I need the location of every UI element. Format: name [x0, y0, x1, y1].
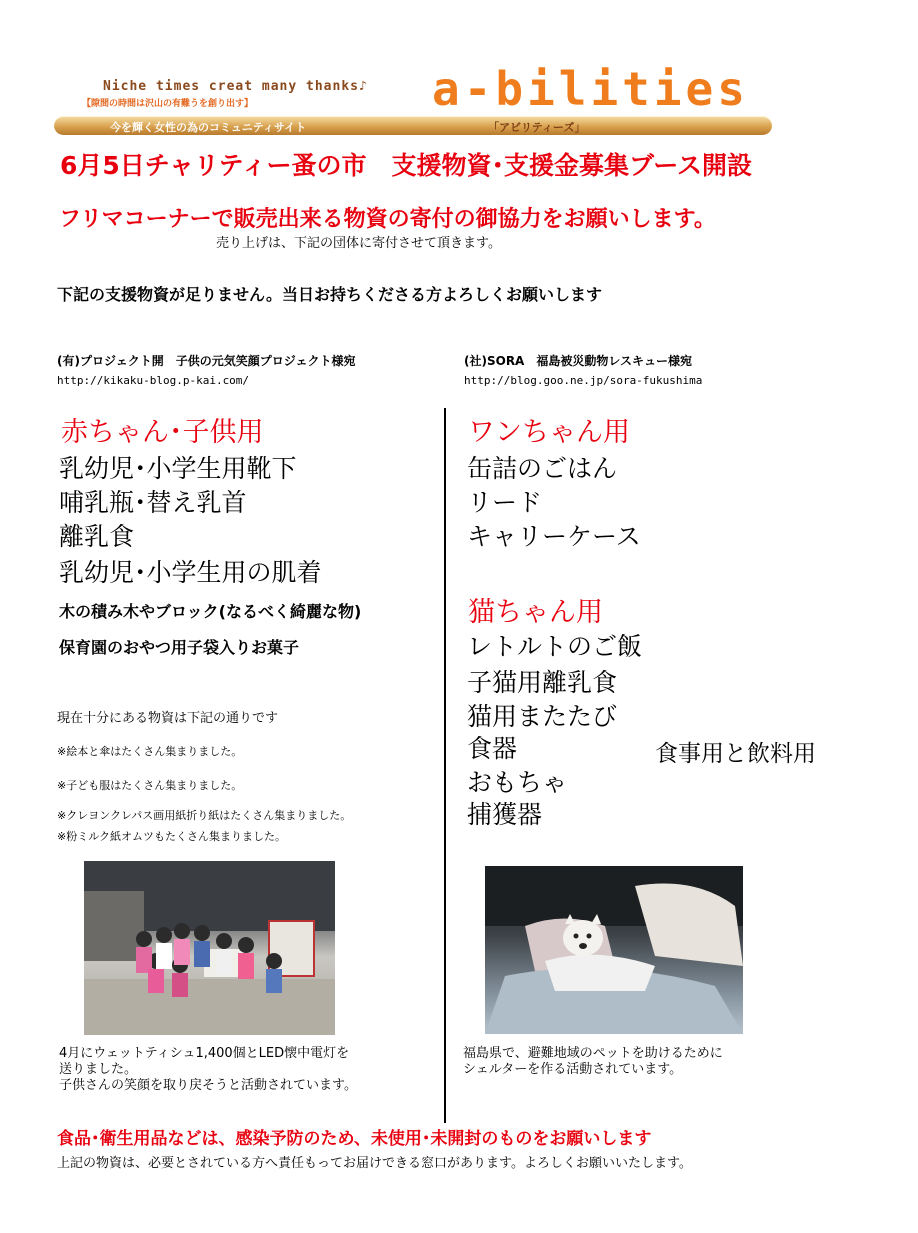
donation-request: フリマコーナーで販売出来る物資の寄付の御協力をお願いします。 [59, 207, 716, 232]
column-divider [444, 408, 446, 1123]
list-item: 木の積み木やブロック(なるべく綺麗な物) [59, 602, 362, 621]
left-caption-line: 送りました。 [59, 1062, 138, 1077]
left-caption-line: 4月にウェットティシュ1,400個とLED懐中電灯を [59, 1046, 350, 1061]
sufficient-item: ※クレヨンクレパス画用紙折り紙はたくさん集まりました。 [57, 809, 352, 822]
right-org-url[interactable]: http://blog.goo.ne.jp/sora-fukushima [464, 374, 703, 387]
hygiene-warning: 食品･衛生用品などは、感染予防のため、未使用･未開封のものをお願いします [57, 1129, 652, 1149]
banner-text: 今を輝く女性の為のコミュニティサイト [110, 121, 307, 134]
list-item: おもちゃ [467, 768, 568, 797]
logo-reading: 「アビリティーズ」 [488, 121, 586, 134]
left-org-url[interactable]: http://kikaku-blog.p-kai.com/ [57, 374, 250, 387]
site-subtagline: 【隙間の時間は沢山の有難うを創り出す】 [82, 99, 254, 109]
kids-photo [84, 861, 335, 1035]
list-item: 食器 [467, 734, 518, 763]
delivery-note: 上記の物資は、必要とされている方へ責任もってお届けできる窓口があります。よろしくお願いいたします。 [57, 1156, 692, 1171]
list-item: 缶詰のごはん [467, 454, 618, 483]
sufficient-item: ※絵本と傘はたくさん集まりました。 [57, 745, 243, 758]
site-logo: a-bilities [432, 62, 749, 116]
sufficient-heading: 現在十分にある物資は下記の通りです [57, 711, 279, 726]
page-title: 6月5日チャリティー蚤の市 支援物資･支援金募集ブース開設 [60, 151, 753, 180]
sufficient-item: ※子ども服はたくさん集まりました。 [57, 779, 243, 792]
left-caption-line: 子供さんの笑顔を取り戻そうと活動されています。 [59, 1078, 357, 1093]
dog-category: ワンちゃん用 [468, 417, 630, 448]
list-item: 乳幼児･小学生用靴下 [59, 454, 297, 483]
list-item: レトルトのご飯 [467, 632, 643, 661]
list-item: 保育園のおやつ用子袋入りお菓子 [59, 638, 300, 657]
list-item: 捕獲器 [467, 800, 543, 829]
list-item: 子猫用離乳食 [467, 668, 618, 697]
site-tagline: Niche times creat many thanks♪ [103, 79, 368, 94]
list-item: 乳幼児･小学生用の肌着 [59, 558, 322, 587]
list-item: 猫用またたび [467, 702, 618, 731]
sufficient-item: ※粉ミルク紙オムツもたくさん集まりました。 [57, 830, 286, 843]
donation-request-note: 売り上げは、下記の団体に寄付させて頂きます。 [216, 236, 501, 251]
list-item: 哺乳瓶･替え乳首 [59, 488, 247, 517]
baby-kids-category: 赤ちゃん･子供用 [61, 417, 264, 448]
right-caption-line: シェルターを作る活動されています。 [463, 1062, 683, 1077]
kids-photo-illustration [84, 861, 335, 1035]
list-item: リード [467, 488, 543, 517]
list-item: キャリーケース [467, 522, 641, 551]
right-org-name: (社)SORA 福島被災動物レスキュー様宛 [464, 354, 692, 368]
list-item: 離乳食 [59, 522, 135, 551]
shortage-notice: 下記の支援物資が足りません。当日お持ちくださる方よろしくお願いします [57, 285, 602, 304]
dog-photo-illustration [485, 866, 743, 1034]
dishes-note: 食事用と飲料用 [655, 741, 816, 767]
right-caption-line: 福島県で、避難地域のペットを助けるために [463, 1046, 723, 1061]
cat-category: 猫ちゃん用 [468, 597, 603, 628]
left-org-name: (有)プロジェクト開 子供の元気笑顔プロジェクト様宛 [57, 354, 356, 368]
dog-photo [485, 866, 743, 1034]
